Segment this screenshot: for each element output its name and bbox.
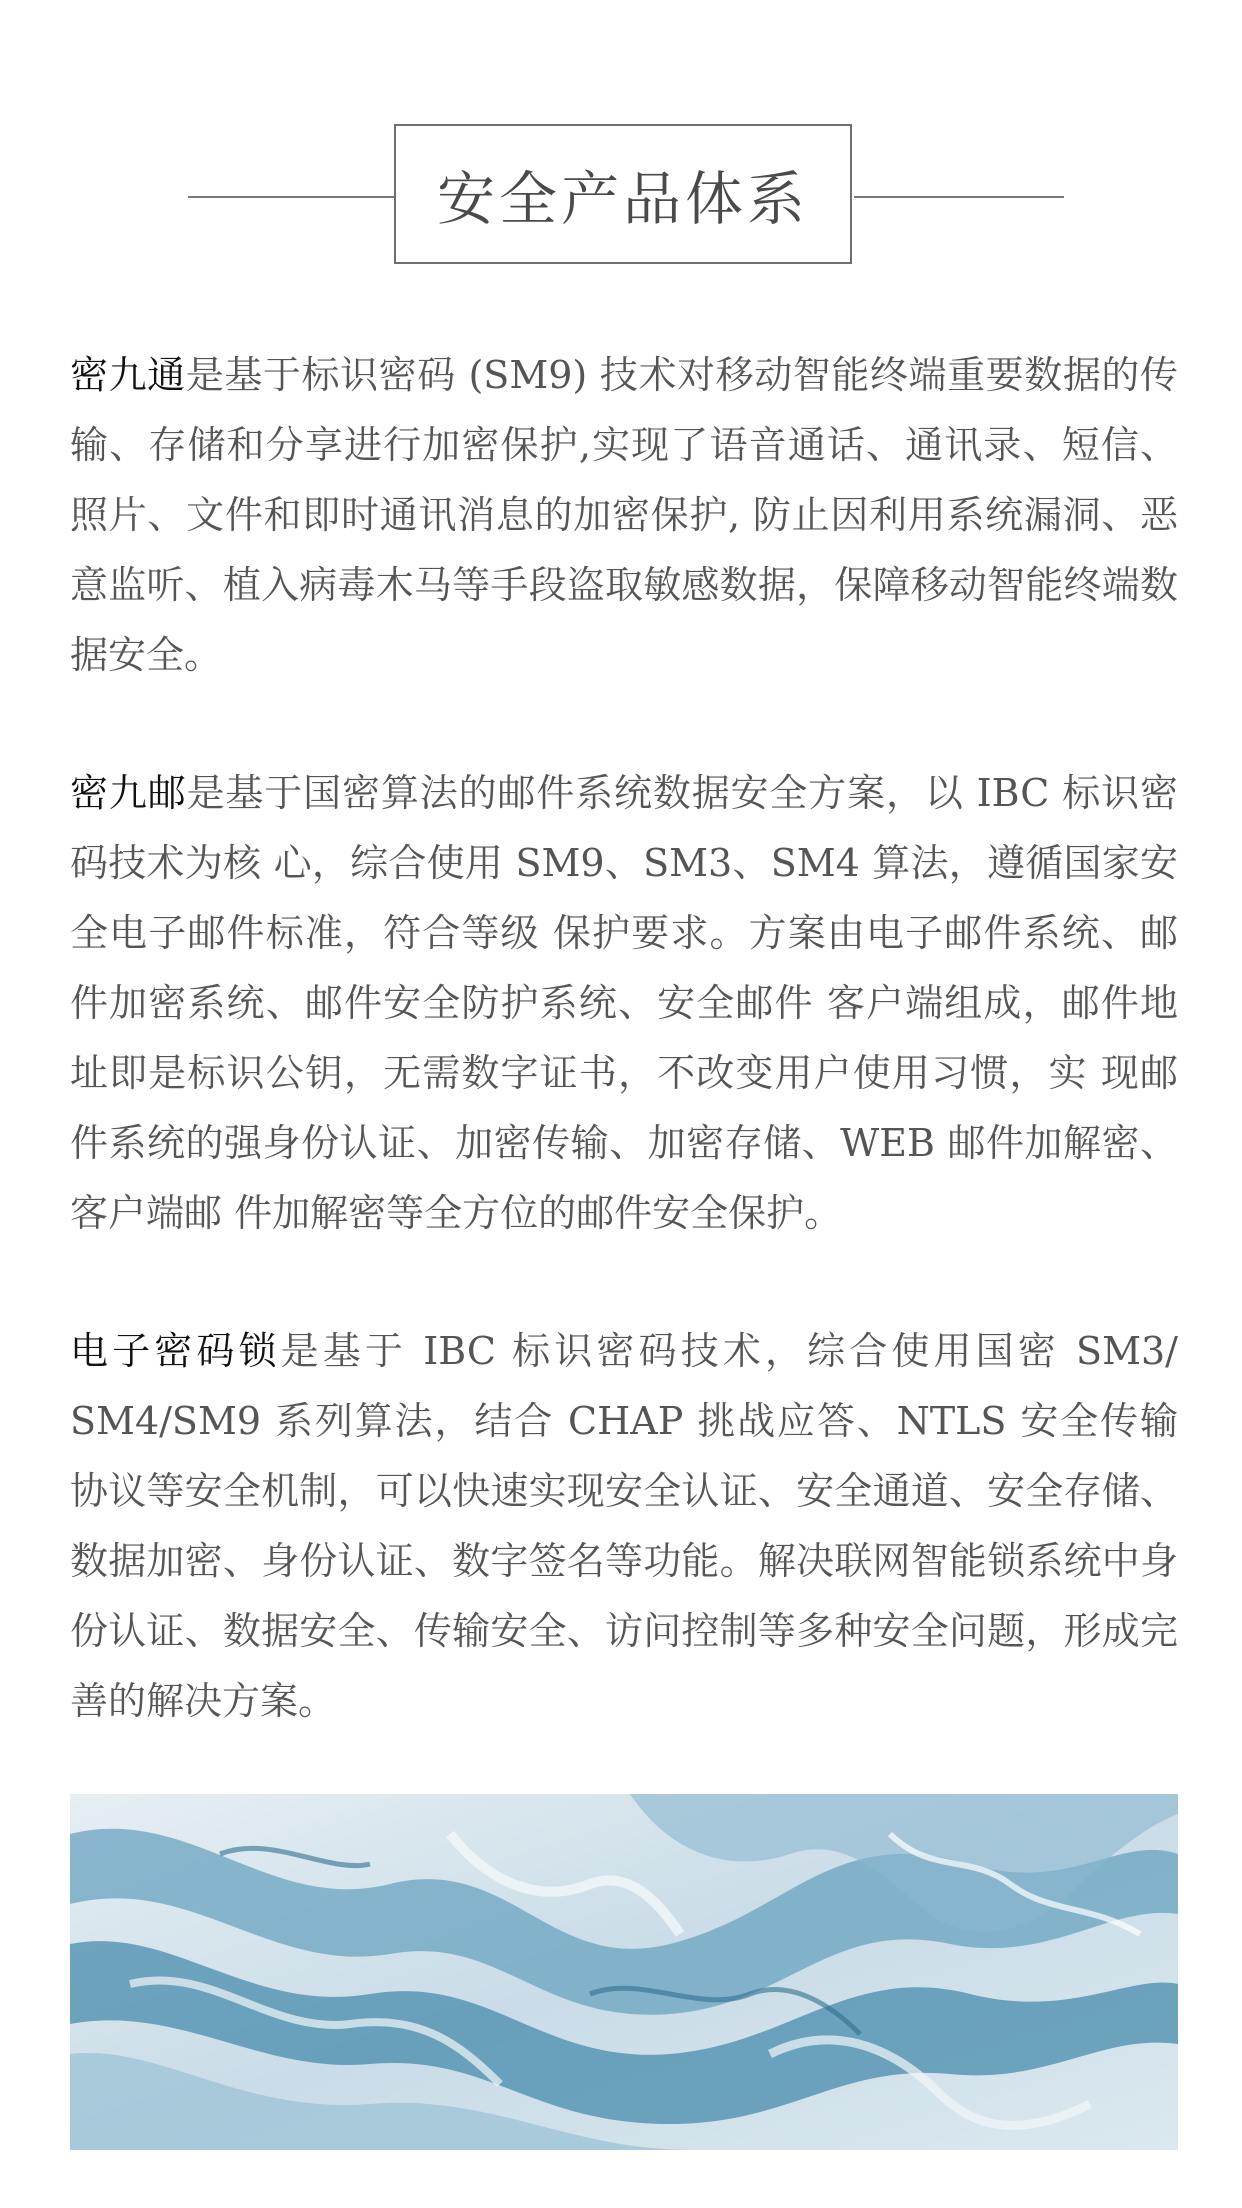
- product-paragraph-mijiutong: [70, 340, 1178, 690]
- header-divider-left: [188, 196, 396, 198]
- page-title: 安全产品体系: [436, 165, 809, 233]
- product-paragraph-mijiuyou: [70, 758, 1178, 1248]
- section-header: [0, 124, 1242, 268]
- product-description: 是基于国密算法的邮件系统数据安全方案，以 IBC 标识密码技术为核 心，综合使用 SM9、SM3、SM4 算法，遵循国家安全电子邮件标准，符合等级 保护要求。方案由电子邮件系统、邮件加密系统、邮件安全防护系统、安全邮件 客户端组成，邮件地址即是标识公钥，无需数字证书，不改变用户使用习惯，实 现邮件系统的强身份认证、加密传输、加密存储、WEB 邮件加解密、客户端邮 件加解密等全方位的邮件安全保护。: [70, 771, 1178, 1235]
- product-list: [70, 340, 1178, 1804]
- product-paragraph-electronic-lock: [70, 1316, 1178, 1736]
- product-name: 电子密码锁: [70, 1329, 281, 1373]
- product-name: 密九邮: [70, 771, 187, 815]
- title-box: [394, 124, 852, 264]
- marble-pattern: [70, 1794, 1178, 2150]
- product-description: 是基于标识密码 (SM9) 技术对移动智能终端重要数据的传输、存储和分享进行加密保护,实现了语音通话、通讯录、短信、照片、文件和即时通讯消息的加密保护, 防止因利用系统漏洞、恶意监听、植入病毒木马等手段盗取敏感数据，保障移动智能终端数据安全。: [70, 353, 1178, 677]
- product-description: 是基于 IBC 标识密码技术，综合使用国密 SM3/ SM4/SM9 系列算法，结合 CHAP 挑战应答、NTLS 安全传输协议等安全机制，可以快速实现安全认证、安全通道、安全存储、数据加密、身份认证、数字签名等功能。解决联网智能锁系统中身份认证、数据安全、传输安全、访问控制等多种安全问题，形成完善的解决方案。: [70, 1329, 1178, 1723]
- header-divider-right: [854, 196, 1064, 198]
- marble-banner-image: [70, 1794, 1178, 2150]
- product-name: 密九通: [70, 353, 186, 397]
